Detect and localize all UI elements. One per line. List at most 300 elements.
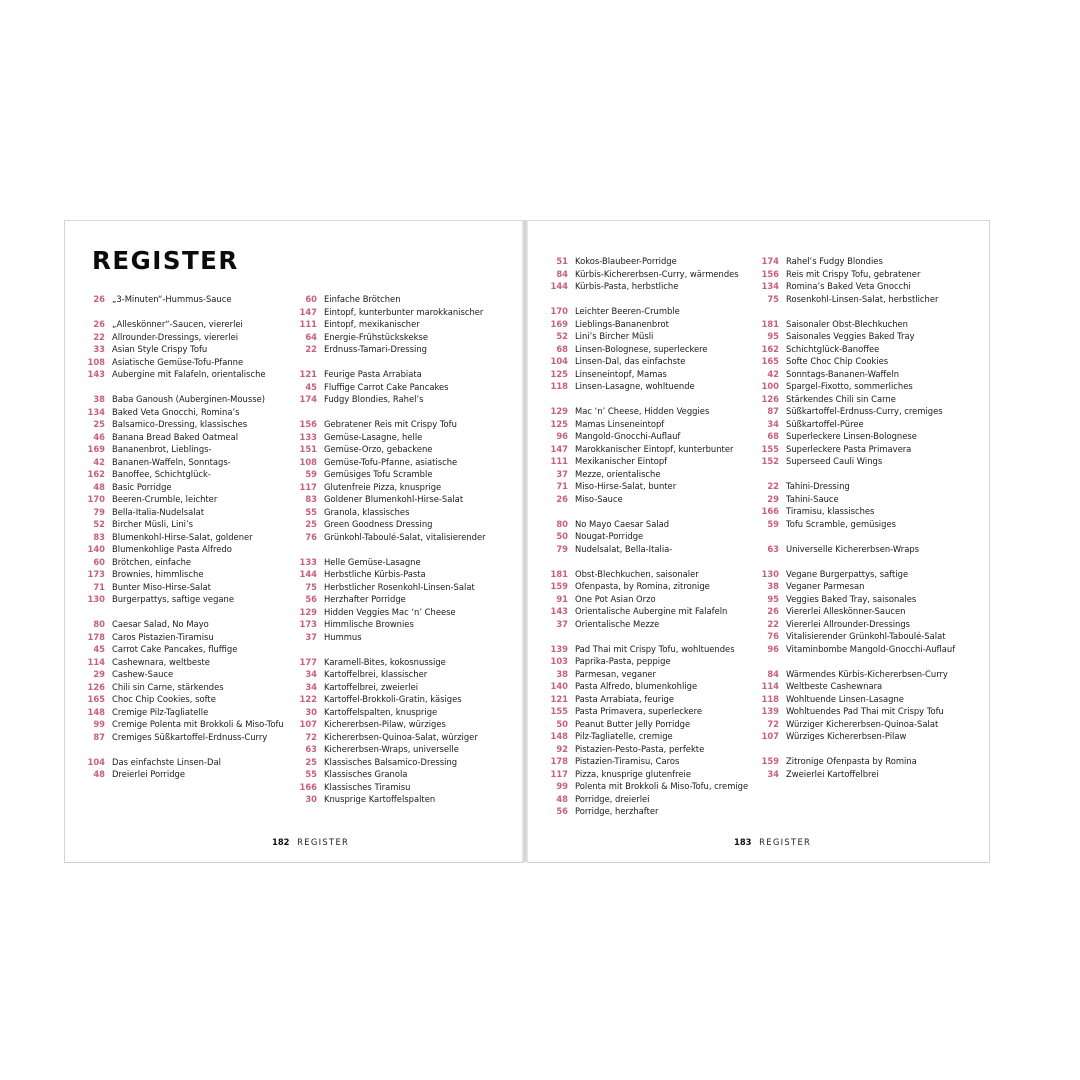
index-entry-title: Brötchen, einfache (112, 556, 192, 567)
index-entry-title: Kartoffel-Brokkoli-Gratin, käsiges (324, 694, 462, 704)
index-page-number: 68 (556, 343, 568, 354)
index-entry-title: Banoffee, Schichtglück- (112, 469, 211, 479)
index-entry (544, 793, 748, 806)
index-page-number: 117 (299, 481, 317, 492)
index-page-number: 121 (550, 693, 568, 704)
index-entry (293, 481, 486, 494)
index-page-number: 80 (93, 619, 105, 629)
index-page-number: 48 (556, 793, 568, 804)
index-page-number: 91 (556, 593, 568, 604)
index-entry (755, 568, 955, 581)
index-page-number: 83 (93, 531, 105, 542)
index-page-number: 122 (299, 694, 317, 704)
index-entry (293, 593, 486, 606)
index-entry (544, 580, 748, 593)
index-entry-title: Mezze, orientalische (575, 468, 661, 479)
index-page-number: 159 (761, 756, 779, 766)
index-entry-title: Kürbis-Pasta, herbstliche (575, 281, 679, 291)
index-entry (293, 768, 486, 781)
index-page-number: 166 (761, 506, 779, 516)
index-entry-title: Eintopf, kunterbunter marokkanischer (324, 306, 484, 317)
page-number-left: 182 (272, 837, 290, 847)
index-page-number: 34 (305, 669, 317, 679)
index-entry (544, 405, 748, 418)
index-entry (755, 593, 955, 606)
index-page-number: 134 (761, 281, 779, 291)
index-entry (755, 730, 955, 743)
index-entry-title: Gemüsiges Tofu Scramble (324, 469, 433, 479)
section-gap (544, 505, 748, 518)
index-page-number: 174 (761, 256, 779, 266)
index-page-number: 178 (550, 756, 568, 766)
index-entry (755, 368, 955, 381)
index-entry (755, 605, 955, 618)
index-entry-title: Universelle Kichererbsen-Wraps (786, 543, 920, 554)
index-entry (544, 330, 748, 343)
index-entry-title: Cashewnara, weltbeste (112, 656, 210, 667)
index-entry-title: Linsen-Dal, das einfachste (575, 356, 686, 366)
index-entry (293, 456, 486, 469)
index-page-number: 87 (767, 406, 779, 416)
index-entry (755, 643, 955, 656)
footer-label-left: REGISTER (297, 837, 350, 847)
index-entry-title: Nougat-Porridge (575, 531, 644, 541)
index-entry (293, 743, 486, 756)
index-entry-title: Marokkanischer Eintopf, kunterbunter (575, 443, 734, 454)
index-page-number: 95 (767, 331, 779, 341)
footer-left (272, 836, 349, 848)
index-page-number: 166 (299, 781, 317, 792)
index-entry-title: Vitalisierender Grünkohl-Taboulé-Salat (786, 631, 946, 641)
index-page-number: 140 (550, 681, 568, 691)
index-entry (544, 568, 748, 581)
index-entry (293, 581, 486, 594)
index-page-number: 107 (761, 731, 779, 741)
index-page-number: 56 (305, 594, 317, 604)
index-entry-title: Allrounder-Dressings, viererlei (112, 331, 239, 342)
index-entry (293, 793, 486, 806)
index-entry-title: Kichererbsen-Wraps, universelle (324, 744, 459, 754)
index-entry (544, 680, 748, 693)
index-entry-title: Zitronige Ofenpasta by Romina (786, 756, 917, 766)
index-entry (81, 693, 284, 706)
index-entry-title: Kartoffelspalten, knusprige (324, 706, 438, 717)
index-entry (755, 668, 955, 681)
index-entry (755, 343, 955, 356)
footer-right (734, 836, 811, 848)
index-page-number: 111 (550, 456, 568, 466)
index-entry (544, 468, 748, 481)
index-entry-title: Wohltuende Linsen-Lasagne (786, 693, 904, 704)
index-entry-title: Pasta Arrabiata, feurige (575, 693, 675, 704)
index-entry-title: Pasta Primavera, superleckere (575, 706, 703, 716)
index-entry (544, 430, 748, 443)
index-entry-title: Mamas Linseneintopf (575, 418, 665, 429)
index-entry-title: Cashew-Sauce (112, 669, 174, 679)
index-entry (544, 705, 748, 718)
section-gap (755, 655, 955, 668)
section-gap (755, 555, 955, 568)
index-entry (293, 443, 486, 456)
book-gutter (522, 220, 528, 862)
index-page-number: 99 (556, 781, 568, 791)
section-gap (81, 306, 284, 319)
index-entry-title: Granola, klassisches (324, 506, 410, 517)
index-entry (81, 593, 284, 606)
index-entry (81, 393, 284, 406)
index-entry-title: „3-Minuten“-Hummus-Sauce (112, 294, 232, 304)
index-entry (81, 468, 284, 481)
index-page-number: 169 (87, 444, 105, 454)
index-entry (293, 718, 486, 731)
index-entry-title: Spargel-Fixotto, sommerliches (786, 381, 913, 391)
index-page-number: 26 (767, 606, 779, 616)
index-entry-title: Bananen-Waffeln, Sonntags- (112, 456, 231, 467)
index-entry (81, 506, 284, 519)
index-entry (293, 606, 486, 619)
index-entry (293, 368, 486, 381)
index-page-number: 34 (767, 418, 779, 429)
index-page-number: 37 (556, 468, 568, 479)
index-entry-title: Fluffige Carrot Cake Pancakes (324, 381, 449, 392)
index-entry-title: Feurige Pasta Arrabiata (324, 369, 422, 379)
index-entry (755, 755, 955, 768)
index-entry (755, 693, 955, 706)
page-number-right: 183 (734, 837, 752, 847)
index-page-number: 79 (556, 543, 568, 554)
index-entry-title: Herzhafter Porridge (324, 594, 406, 604)
index-page-number: 114 (761, 681, 779, 691)
index-page-number: 117 (550, 768, 568, 779)
index-page-number: 34 (305, 681, 317, 692)
index-page-number: 144 (550, 281, 568, 291)
index-page-number: 165 (761, 356, 779, 366)
index-page-number: 114 (87, 656, 105, 667)
index-entry-title: „Alleskönner“-Saucen, viererlei (112, 319, 243, 329)
index-page-number: 170 (87, 494, 105, 504)
index-page-number: 177 (299, 656, 317, 667)
index-entry-title: Balsamico-Dressing, klassisches (112, 419, 248, 429)
index-entry-title: Lini’s Bircher Müsli (575, 331, 654, 341)
index-page-number: 37 (556, 618, 568, 629)
index-page-number: 71 (93, 581, 105, 592)
section-gap (544, 393, 748, 406)
index-page-number: 79 (93, 506, 105, 517)
index-entry (81, 568, 284, 581)
index-entry (293, 631, 486, 644)
index-page-number: 108 (87, 356, 105, 367)
index-entry (755, 480, 955, 493)
index-entry-title: Weltbeste Cashewnara (786, 681, 883, 691)
index-page-number: 76 (305, 531, 317, 542)
index-entry (544, 730, 748, 743)
index-page-number: 169 (550, 318, 568, 329)
index-page-number: 126 (87, 681, 105, 692)
index-entry-title: Pizza, knusprige glutenfreie (575, 768, 692, 779)
index-entry (293, 731, 486, 744)
index-column-4 (755, 255, 955, 780)
index-entry (755, 630, 955, 643)
index-entry-title: Wärmendes Kürbis-Kichererbsen-Curry (786, 668, 948, 679)
index-entry-title: Green Goodness Dressing (324, 519, 433, 529)
section-gap (544, 293, 748, 306)
index-entry-title: Hummus (324, 631, 362, 642)
index-entry (293, 568, 486, 581)
index-entry (755, 318, 955, 331)
index-page-number: 45 (305, 381, 317, 392)
index-page-number: 96 (767, 643, 779, 654)
index-page-number: 130 (761, 568, 779, 579)
index-entry-title: Grünkohl-Taboulé-Salat, vitalisierender (324, 531, 486, 542)
index-entry (81, 631, 284, 644)
index-page-number: 140 (87, 544, 105, 554)
index-entry-title: Cremiges Süßkartoffel-Erdnuss-Curry (112, 731, 268, 742)
section-gap (81, 381, 284, 394)
index-entry (544, 668, 748, 681)
index-page-number: 30 (305, 706, 317, 717)
index-entry (81, 418, 284, 431)
index-page-number: 121 (299, 369, 317, 379)
index-entry (755, 543, 955, 556)
index-entry (81, 706, 284, 719)
index-page-number: 162 (87, 469, 105, 479)
index-page-number: 178 (87, 631, 105, 642)
index-page-number: 26 (93, 294, 105, 304)
index-entry (755, 418, 955, 431)
index-entry-title: Karamell-Bites, kokosnussige (324, 656, 446, 667)
index-entry-title: Stärkendes Chili sin Carne (786, 393, 896, 404)
index-entry-title: Leichter Beeren-Crumble (575, 306, 680, 316)
index-entry-title: Herbstlicher Rosenkohl-Linsen-Salat (324, 581, 475, 592)
index-entry-title: Orientalische Aubergine mit Falafeln (575, 606, 728, 616)
index-entry-title: Eintopf, mexikanischer (324, 319, 420, 329)
index-entry-title: Kichererbsen-Quinoa-Salat, würziger (324, 731, 478, 742)
index-entry (293, 531, 486, 544)
index-entry (293, 618, 486, 631)
index-entry (755, 680, 955, 693)
index-entry-title: Erdnuss-Tamari-Dressing (324, 344, 427, 354)
index-entry-title: Obst-Blechkuchen, saisonaler (575, 568, 699, 579)
index-entry-title: Herbstliche Kürbis-Pasta (324, 569, 426, 579)
index-page-number: 52 (556, 331, 568, 341)
index-entry (293, 656, 486, 669)
index-entry (81, 443, 284, 456)
index-page-number: 76 (767, 631, 779, 641)
section-gap (81, 743, 284, 756)
index-entry-title: Energie-Frühstückskekse (324, 331, 428, 342)
section-gap (81, 606, 284, 619)
index-entry (755, 355, 955, 368)
index-entry (81, 756, 284, 769)
index-entry (544, 605, 748, 618)
section-gap (755, 530, 955, 543)
index-entry (81, 581, 284, 594)
index-page-number: 133 (299, 556, 317, 567)
index-entry-title: Tahini-Dressing (786, 481, 850, 491)
index-entry-title: Linsen-Bolognese, superleckere (575, 343, 708, 354)
index-entry-title: Kartoffelbrei, klassischer (324, 669, 428, 679)
index-entry-title: Schichtglück-Banoffee (786, 343, 880, 354)
page-title: REGISTER (92, 246, 239, 275)
index-entry-title: Rosenkohl-Linsen-Salat, herbstlicher (786, 293, 939, 304)
index-page-number: 51 (556, 256, 568, 266)
index-page-number: 22 (767, 481, 779, 491)
index-page-number: 148 (550, 731, 568, 741)
index-entry (81, 668, 284, 681)
index-page-number: 38 (93, 394, 105, 404)
index-entry-title: Saisonales Veggies Baked Tray (786, 331, 915, 341)
index-entry-title: Brownies, himmlische (112, 569, 204, 579)
index-entry (755, 618, 955, 631)
index-entry-title: Superleckere Pasta Primavera (786, 443, 912, 454)
index-entry (293, 418, 486, 431)
index-entry-title: Asiatische Gemüse-Tofu-Pfanne (112, 356, 244, 367)
index-entry-title: Himmlische Brownies (324, 619, 414, 629)
index-page-number: 173 (299, 619, 317, 629)
index-entry-title: Klassisches Granola (324, 769, 408, 779)
index-entry-title: Süßkartoffel-Püree (786, 418, 864, 429)
section-gap (293, 356, 486, 369)
index-page-number: 30 (305, 794, 317, 804)
index-page-number: 75 (767, 293, 779, 304)
index-page-number: 84 (556, 268, 568, 279)
index-entry (81, 656, 284, 669)
index-page-number: 22 (767, 618, 779, 629)
index-entry-title: Vegane Burgerpattys, saftige (786, 568, 909, 579)
index-entry (544, 343, 748, 356)
index-page-number: 33 (93, 344, 105, 354)
index-page-number: 181 (550, 568, 568, 579)
index-entry-title: Bella-Italia-Nudelsalat (112, 506, 205, 517)
index-entry-title: Blumenkohlige Pasta Alfredo (112, 544, 232, 554)
index-entry-title: Cremige Polenta mit Brokkoli & Miso-Tofu (112, 719, 284, 729)
index-entry-title: Tahini-Sauce (786, 493, 839, 504)
index-entry (81, 456, 284, 469)
index-entry-title: Beeren-Crumble, leichter (112, 494, 218, 504)
index-entry-title: Hidden Veggies Mac ‘n’ Cheese (324, 606, 456, 617)
index-entry (755, 705, 955, 718)
index-entry-title: Kokos-Blaubeer-Porridge (575, 256, 677, 266)
index-page-number: 130 (87, 594, 105, 604)
index-page-number: 29 (767, 493, 779, 504)
index-entry-title: Kürbis-Kichererbsen-Curry, wärmendes (575, 268, 739, 279)
index-page-number: 42 (767, 368, 779, 379)
index-entry-title: Mangold-Gnocchi-Auflauf (575, 431, 681, 441)
index-entry-title: Linsen-Lasagne, wohltuende (575, 381, 695, 391)
index-entry-title: Zweierlei Kartoffelbrei (786, 768, 879, 779)
index-entry-title: Burgerpattys, saftige vegane (112, 594, 234, 604)
index-page-number: 72 (767, 718, 779, 729)
index-entry (81, 431, 284, 444)
index-entry (81, 293, 284, 306)
index-page-number: 48 (93, 481, 105, 492)
index-entry-title: Vitaminbombe Mangold-Gnocchi-Auflauf (786, 643, 956, 654)
index-page-number: 170 (550, 306, 568, 316)
index-entry-title: Pistazien-Pesto-Pasta, perfekte (575, 743, 705, 754)
index-entry (544, 355, 748, 368)
index-entry (293, 668, 486, 681)
index-page-number: 174 (299, 394, 317, 404)
section-gap (544, 630, 748, 643)
section-gap (544, 555, 748, 568)
index-entry-title: Viererlei Allrounder-Dressings (786, 618, 911, 629)
index-entry (293, 293, 486, 306)
index-entry (544, 280, 748, 293)
index-entry-title: Pilz-Tagliatelle, cremige (575, 731, 673, 741)
index-page-number: 143 (550, 606, 568, 616)
index-page-number: 38 (767, 581, 779, 591)
index-entry-title: Miso-Sauce (575, 493, 623, 504)
index-page-number: 84 (767, 668, 779, 679)
index-page-number: 59 (305, 469, 317, 479)
index-entry (544, 643, 748, 656)
index-entry-title: Viererlei Alleskönner-Saucen (786, 606, 906, 616)
index-entry (81, 356, 284, 369)
index-entry-title: Mac ‘n’ Cheese, Hidden Veggies (575, 406, 710, 416)
index-entry (293, 681, 486, 694)
index-entry-title: No Mayo Caesar Salad (575, 518, 670, 529)
index-entry-title: Reis mit Crispy Tofu, gebratener (786, 268, 921, 279)
index-page-number: 147 (550, 443, 568, 454)
index-page-number: 37 (305, 631, 317, 642)
index-entry-title: Würziger Kichererbsen-Quinoa-Salat (786, 718, 939, 729)
index-entry (755, 718, 955, 731)
index-entry-title: Wohltuendes Pad Thai mit Crispy Tofu (786, 706, 944, 716)
index-page-number: 22 (305, 344, 317, 354)
index-entry-title: Superleckere Linsen-Bolognese (786, 431, 917, 441)
index-entry-title: Gemüse-Orzo, gebackene (324, 444, 433, 454)
index-entry (544, 443, 748, 456)
index-page-number: 143 (87, 369, 105, 379)
section-gap (755, 468, 955, 481)
index-entry-title: One Pot Asian Orzo (575, 593, 656, 604)
index-entry (755, 580, 955, 593)
index-page-number: 155 (761, 443, 779, 454)
index-entry (755, 443, 955, 456)
footer-label-right: REGISTER (759, 837, 812, 847)
index-entry-title: Baked Veta Gnocchi, Romina’s (112, 406, 240, 417)
index-entry (755, 393, 955, 406)
index-entry (81, 731, 284, 744)
index-entry-title: Tiramisu, klassisches (786, 506, 875, 516)
index-entry (81, 556, 284, 569)
index-entry (544, 718, 748, 731)
index-page-number: 45 (93, 644, 105, 654)
index-entry (81, 493, 284, 506)
index-page-number: 92 (556, 743, 568, 754)
index-entry (293, 318, 486, 331)
index-page-number: 152 (761, 456, 779, 466)
index-entry (81, 518, 284, 531)
index-page-number: 55 (305, 506, 317, 517)
index-entry (544, 380, 748, 393)
index-page-number: 29 (93, 669, 105, 679)
index-entry (544, 693, 748, 706)
index-entry (81, 618, 284, 631)
index-entry (544, 493, 748, 506)
index-page-number: 34 (767, 768, 779, 779)
index-page-number: 104 (550, 356, 568, 366)
index-entry (544, 255, 748, 268)
index-page-number: 100 (761, 381, 779, 391)
index-entry-title: Gemüse-Lasagne, helle (324, 431, 423, 442)
index-entry-title: Knusprige Kartoffelspalten (324, 794, 436, 804)
index-entry-title: Caesar Salad, No Mayo (112, 619, 209, 629)
index-entry (293, 506, 486, 519)
index-entry-title: Glutenfreie Pizza, knusprige (324, 481, 442, 492)
index-page-number: 134 (87, 406, 105, 417)
index-entry (81, 481, 284, 494)
